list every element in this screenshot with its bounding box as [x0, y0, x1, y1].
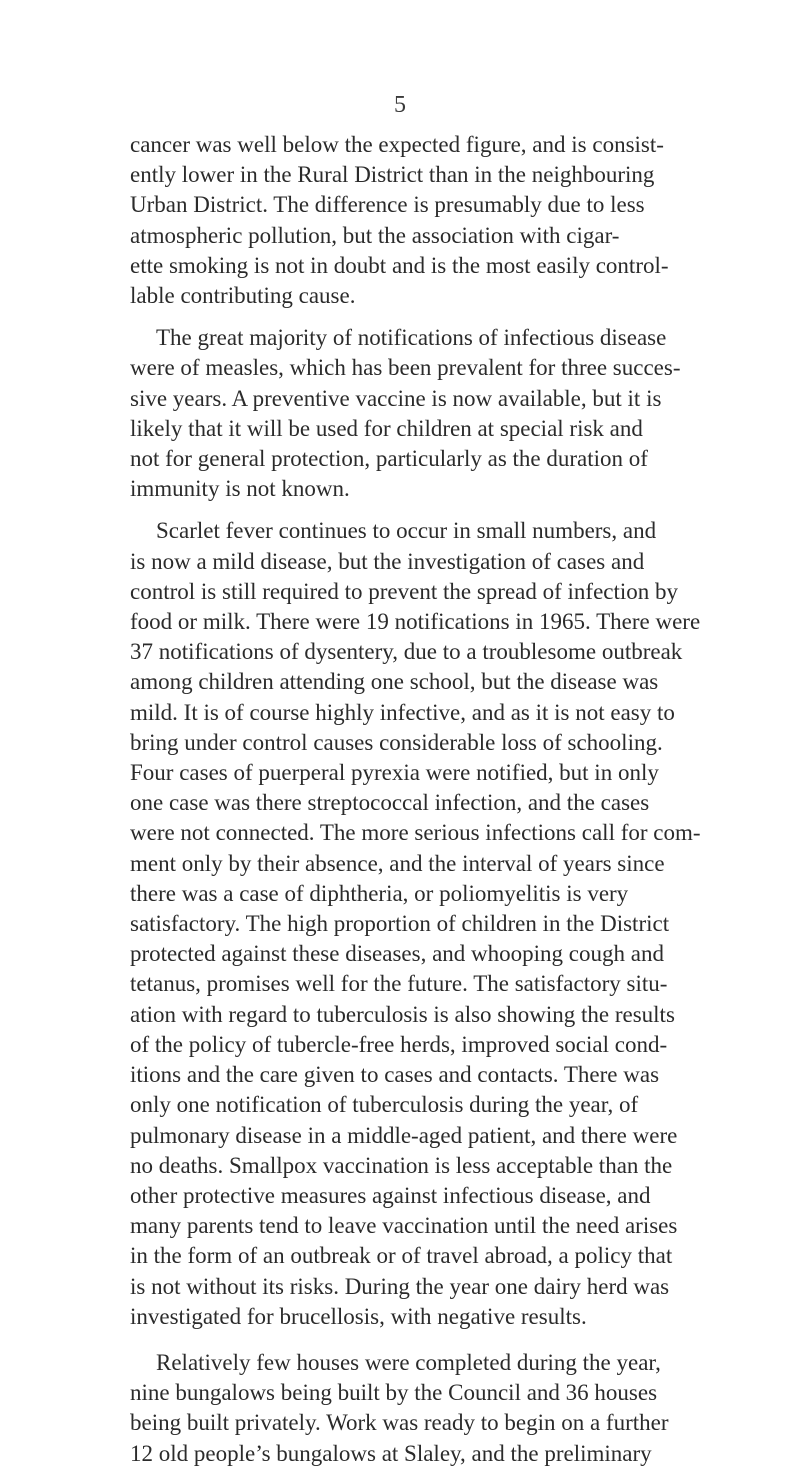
text-line: mild. It is of course highly infective, and as it is not easy to	[130, 699, 675, 725]
text-line: Scarlet fever continues to occur in small numbers, and	[156, 518, 657, 544]
text-line: were of measles, which has been prevalent for three succes-	[130, 355, 681, 381]
text-line: lable contributing cause.	[130, 283, 356, 309]
text-line: sive years. A preventive vaccine is now available, but it is	[130, 385, 662, 411]
text-line: cancer was well below the expected figure, and is consist-	[130, 132, 664, 157]
text-line: other protective measures against infectious disease, and	[130, 1182, 651, 1208]
text-line: ment only by their absence, and the interval of years since	[130, 850, 665, 876]
paragraph-infections	[130, 516, 701, 1331]
text-line: is now a mild disease, but the investigation of cases and	[130, 548, 645, 574]
text-line: only one notification of tuberculosis during the year, of	[130, 1092, 639, 1118]
text-line: food or milk. There were 19 notifications in 1965. There were	[130, 609, 701, 635]
text-line: bring under control causes considerable loss of schooling.	[130, 729, 663, 755]
text-line: 12 old people’s bungalows at Slaley, and the preliminary	[130, 1440, 652, 1466]
text-line: likely that it will be used for children at special risk and	[130, 415, 643, 441]
text-line: were not connected. The more serious infections call for com-	[130, 820, 701, 846]
page-number: 5	[394, 92, 406, 118]
text-line: many parents tend to leave vaccination until the need arises	[130, 1213, 678, 1239]
text-line: there was a case of diphtheria, or poliomyelitis is very	[130, 880, 629, 906]
text-line: Relatively few houses were completed during the year,	[156, 1349, 661, 1375]
paragraph-cancer	[130, 130, 690, 311]
text-line: in the form of an outbreak or of travel abroad, a policy that	[130, 1243, 673, 1269]
text-line: tetanus, promises well for the future. The satisfactory situ-	[130, 971, 668, 997]
paragraph-measles	[130, 323, 690, 504]
text-line: The great majority of notifications of infectious disease	[156, 325, 667, 351]
text-line: Urban District. The difference is presumably due to less	[130, 192, 645, 218]
text-line: protected against these diseases, and whooping cough and	[130, 941, 664, 967]
text-line: ation with regard to tuberculosis is also showing the results	[130, 1001, 675, 1027]
text-line: atmospheric pollution, but the association with cigar-	[130, 222, 620, 248]
text-line: no deaths. Smallpox vaccination is less acceptable than the	[130, 1152, 673, 1178]
text-line: Four cases of puerperal pyrexia were notified, but in only	[130, 760, 659, 786]
text-line: pulmonary disease in a middle-aged patient, and there were	[130, 1122, 678, 1148]
text-line: satisfactory. The high proportion of children in the District	[130, 911, 670, 937]
text-line: 37 notifications of dysentery, due to a troublesome outbreak	[130, 639, 683, 665]
paragraph-housing	[130, 1348, 690, 1469]
document-body	[130, 130, 701, 1469]
text-line: of the policy of tubercle-free herds, improved social cond-	[130, 1031, 668, 1057]
text-line: itions and the care given to cases and contacts. There was	[130, 1062, 660, 1088]
text-line: being built privately. Work was ready to begin on a further	[130, 1410, 669, 1436]
text-line: among children attending one school, but the disease was	[130, 669, 659, 695]
text-line: ently lower in the Rural District than in the neighbouring	[130, 162, 655, 188]
text-line: not for general protection, particularly as the duration of	[130, 446, 648, 472]
text-line: one case was there streptococcal infection, and the cases	[130, 790, 650, 816]
text-line: immunity is not known.	[130, 476, 350, 502]
text-line: investigated for brucellosis, with negative results.	[130, 1303, 587, 1329]
text-line: is not without its risks. During the year one dairy herd was	[130, 1273, 670, 1299]
text-line: control is still required to prevent the spread of infection by	[130, 578, 679, 604]
text-line: nine bungalows being built by the Council and 36 houses	[130, 1380, 658, 1406]
text-line: ette smoking is not in doubt and is the most easily control-	[130, 252, 669, 278]
